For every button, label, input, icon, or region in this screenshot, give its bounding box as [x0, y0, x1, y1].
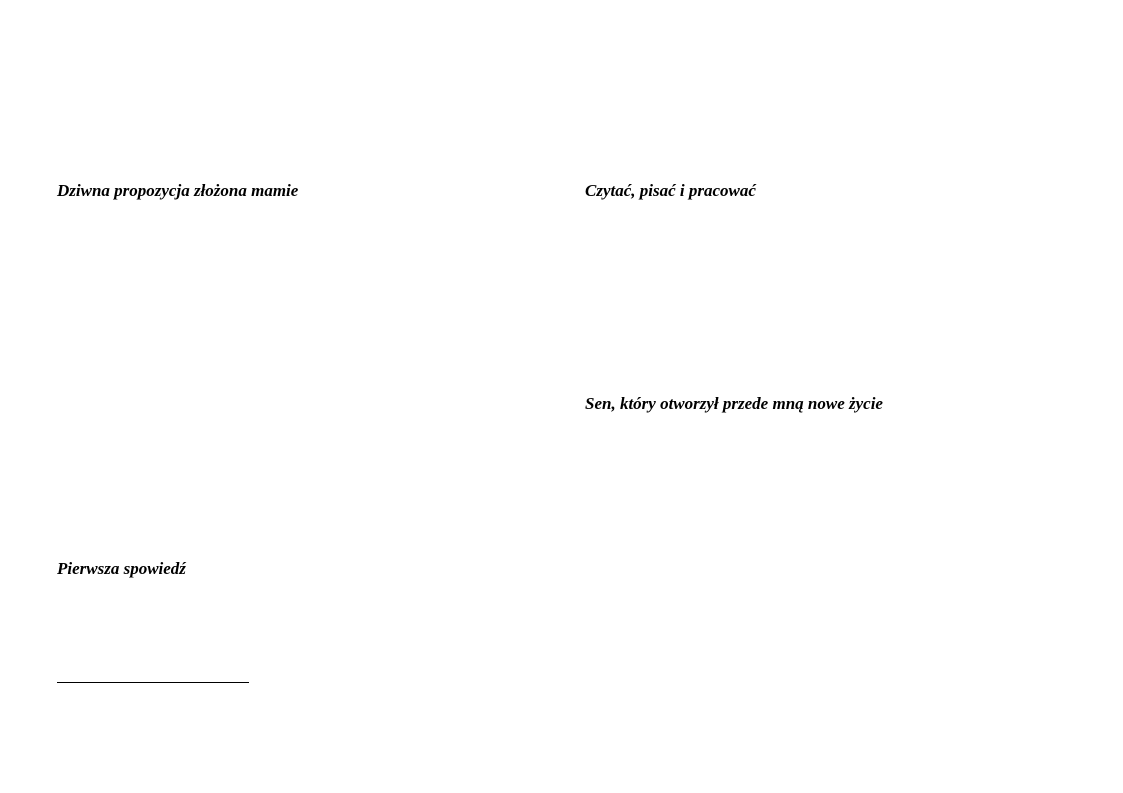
- section-heading: Pierwsza spowiedź: [57, 559, 186, 578]
- section-heading: Czytać, pisać i pracować: [585, 181, 756, 200]
- section-heading: Dziwna propozycja złożona mamie: [57, 181, 299, 200]
- section-heading: Sen, który otworzył przede mną nowe życie: [585, 394, 883, 413]
- footnote-separator: [57, 682, 249, 683]
